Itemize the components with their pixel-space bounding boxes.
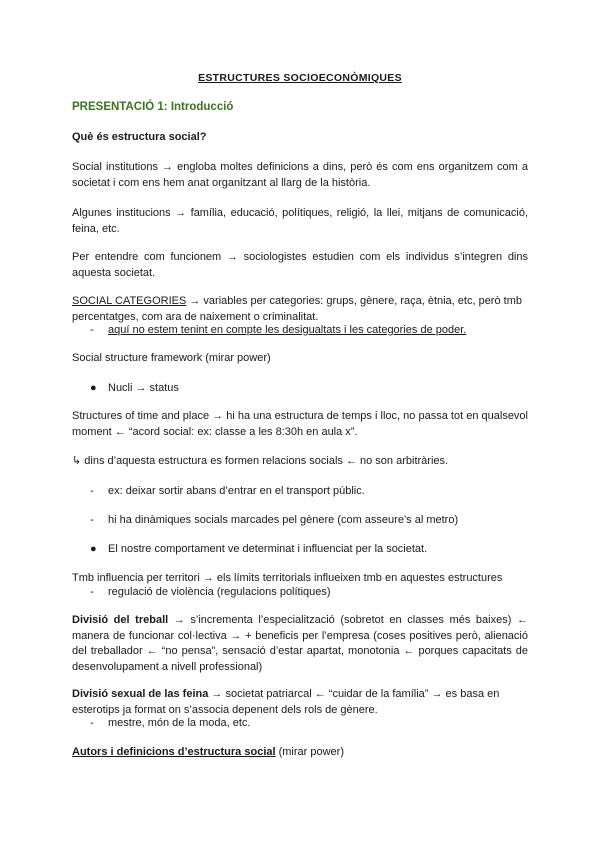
term-authors: Autors i definicions d’estructura social <box>72 746 276 758</box>
paragraph-institutions: Algunes institucions → família, educació, polítiques, religió, la llei, mitjans de comunicació, feina, etc. <box>72 207 528 235</box>
paragraph-time-place: Structures of time and place → hi ha una estructura de temps i lloc, no passa tot en qualsevol moment ← “acord social: ex: classe a les 8:30h en aula x”. <box>72 410 528 438</box>
paragraph-relations: ↳ dins d’aquesta estructura es formen relacions socials ← no son arbitràries. <box>72 455 449 467</box>
list-item: - hi ha dinàmiques socials marcades pel gènere (com asseure’s al metro) <box>90 513 530 529</box>
dash-marker: - <box>90 717 94 729</box>
bullet-marker: ● <box>90 543 97 555</box>
paragraph-framework: Social structure framework (mirar power) <box>72 352 271 364</box>
question-heading: Què és estructura social? <box>72 131 207 143</box>
list-item: - ex: deixar sortir abans d’entrar en el transport públic. <box>90 484 530 500</box>
list-item: - regulació de violència (regulacions polítiques) <box>90 585 530 601</box>
paragraph-authors: Autors i definicions d’estructura social (mirar power) <box>72 746 344 758</box>
list-item: ● Nucli → status <box>90 381 530 397</box>
list-item: ● El nostre comportament ve determinat i influenciat per la societat. <box>90 542 530 558</box>
paragraph-social-categories <box>72 294 528 325</box>
dash-marker: - <box>90 485 94 497</box>
social-categories-text: → variables per categories: grups, gènere, raça, ètnia, etc, però tmb percentatges, com ara de naixement o criminalitat. <box>72 295 522 323</box>
paragraph-understanding: Per entendre com funcionem → sociologistes estudien com els individus s’integren dins aquesta societat. <box>72 251 528 279</box>
section-heading: PRESENTACIÓ 1: Introducció <box>72 101 234 113</box>
term-social-categories: SOCIAL CATEGORIES <box>72 295 187 307</box>
paragraph-division-work: Divisió del treball → s’incrementa l’especialització (sobretot en classes més baixes) ← manera de funcionar col·lectiva → + beneficis per l’empresa (coses positives però, alienació del treballador ← “no pensa”, sensació d’estar apartat, monotonia ← porques capacitats de desenvolupament a nivell professional) <box>72 614 528 673</box>
paragraph-sexual-division: Divisió sexual de las feina → societat patriarcal ← “cuidar de la família” → es basa en esterotips ja format on s’associa depenent dels rols de gènere. <box>72 688 500 716</box>
paragraph-territory: Tmb influencia per territori → els límits territorials influeixen tmb en aquestes estructures <box>72 572 503 584</box>
dash-marker: - <box>90 586 94 598</box>
bullet-marker: ● <box>90 382 97 394</box>
dash-marker: - <box>90 324 94 336</box>
term-division-work: Divisió del treball <box>72 614 169 626</box>
list-item: - mestre, món de la moda, etc. <box>90 716 530 732</box>
list-item: - aquí no estem tenint en compte les desigualtats i les categories de poder. <box>90 323 530 339</box>
document-title: ESTRUCTURES SOCIOECONÒMIQUES <box>198 72 402 84</box>
dash-marker: - <box>90 514 94 526</box>
paragraph-social-institutions: Social institutions → engloba moltes definicions a dins, però és com ens organitzem com a societat i com ens hem anat organitzant al llarg de la història. <box>72 161 528 189</box>
term-sexual-division: Divisió sexual de las feina <box>72 688 209 700</box>
